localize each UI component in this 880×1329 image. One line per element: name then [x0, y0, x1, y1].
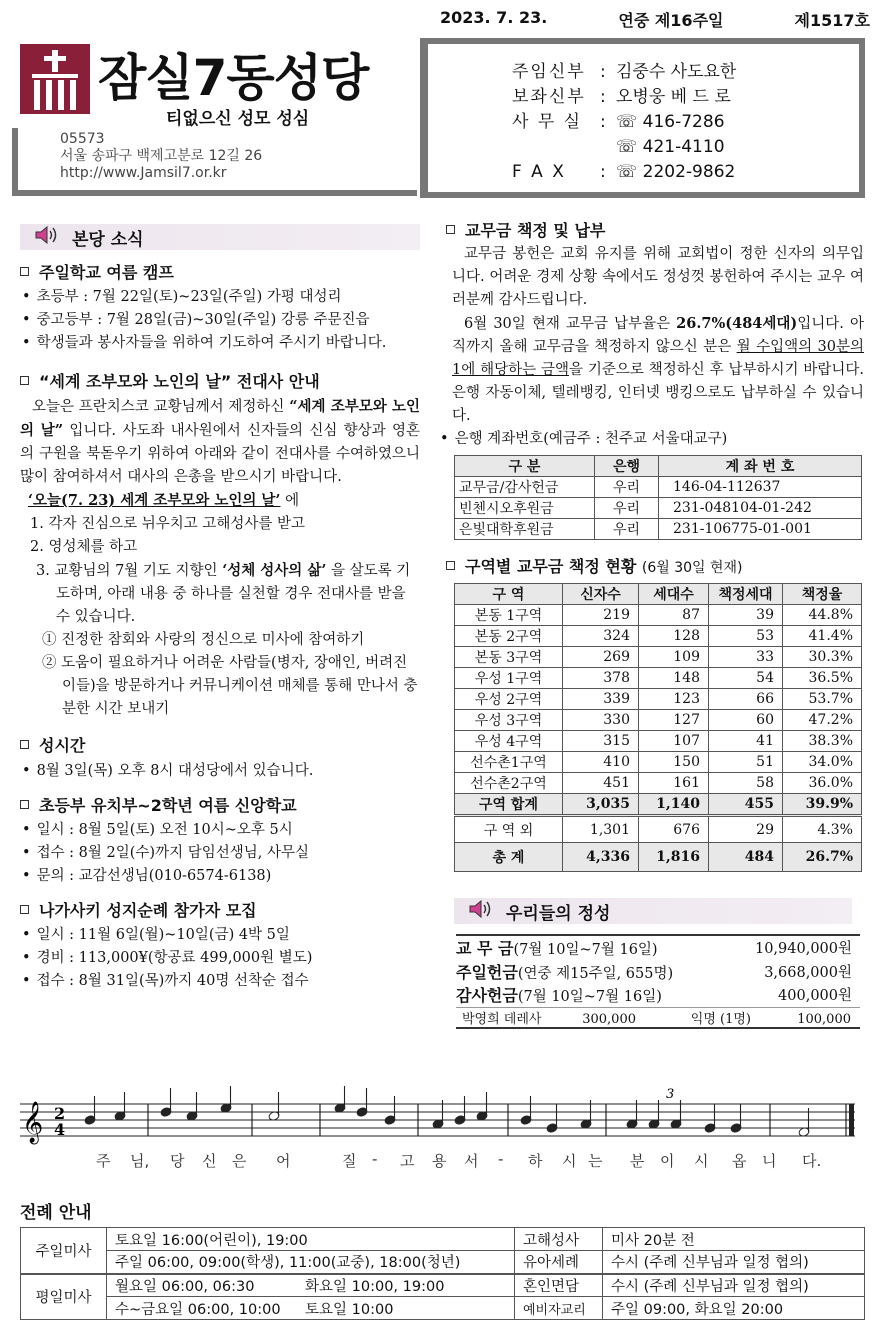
parish-address — [60, 131, 262, 182]
staff-row — [512, 60, 736, 85]
dues-text-2: 6월 30일 현재 교무금 납부율은 26.7%(484세대)입니다. 아직까지 올해 교무금을 책정하지 않으신 분은 월 수입액의 30분의 1에 해당하는 금액을 기준으로 책정하신 후 납부하시기 바랍니다. 은행 자동이체, 텔레뱅킹, 인터넷 뱅킹으로도 납부하실 수 있습니다. — [452, 315, 864, 424]
option-item: ① 진정한 참회와 사랑의 정신으로 미사에 참여하기 — [42, 632, 365, 648]
step-item: 1. 각자 진심으로 뉘우치고 고해성사를 받고 — [30, 516, 305, 532]
list-item: • 일시 : 11월 6일(월)~10일(금) 4박 5일 — [20, 924, 420, 947]
option-item: ② 도움이 필요하거나 어려운 사람들(병자, 장애인, 버려진 이들)을 방문하거나 커뮤니케이션 매체를 통해 만나서 충분한 시간 보내기 — [42, 655, 418, 717]
table-row: 교 무 금(7월 10일~7월 16일) 10,940,000원 — [456, 939, 852, 958]
list-item: • 경비 : 113,000¥(항공료 499,000원 별도) — [20, 947, 420, 970]
table-row — [455, 689, 862, 710]
table-cell: 41.4% — [783, 626, 862, 647]
table-cell: 41 — [709, 731, 783, 752]
liturgy-title: 전례 안내 — [20, 1203, 92, 1223]
table-cell: 우성 4구역 — [455, 731, 563, 752]
music-score — [20, 1086, 860, 1176]
table-cell: 선수촌2구역 — [455, 773, 563, 794]
table-cell: 본동 3구역 — [455, 647, 563, 668]
issue-number: 제1517호 — [794, 11, 870, 30]
camp-section — [20, 260, 420, 355]
liturgical-week: 연중 제16주일 — [618, 11, 724, 30]
table-cell: 315 — [563, 731, 639, 752]
table-cell: 33 — [709, 647, 783, 668]
column-header: 책정세대 — [709, 584, 783, 605]
table-cell: 34.0% — [783, 752, 862, 773]
table-row: 감사헌금(7월 10일~7월 16일) 400,000원 — [456, 986, 852, 1006]
column-header: 구 역 — [455, 584, 563, 605]
staff-sep: : — [600, 162, 606, 182]
table-cell: 123 — [639, 689, 709, 710]
lyric-syllable: 는 — [588, 1152, 603, 1170]
table-row: 수~금요일 06:00, 10:00 토요일 10:00 예비자교리 주일 09:00, 화요일 20:00 — [21, 1297, 865, 1320]
table-cell: 30.3% — [783, 647, 862, 668]
table-cell: 47.2% — [783, 710, 862, 731]
lyric-syllable: 당 — [170, 1152, 185, 1170]
table-cell: 53.7% — [783, 689, 862, 710]
column-header: 책정율 — [783, 584, 862, 605]
liturgy-section — [20, 1198, 865, 1320]
staff-sep: : — [600, 112, 606, 132]
table-header-row — [455, 584, 862, 605]
speaker-icon — [20, 225, 72, 250]
table-cell: 38.3% — [783, 731, 862, 752]
website-link[interactable]: http://www.Jamsil7.or.kr — [60, 165, 227, 181]
list-item: • 초등부 : 7월 22일(토)~23일(주일) 가평 대성리 — [20, 286, 420, 309]
staff-sep: : — [600, 87, 606, 107]
table-cell: 161 — [639, 773, 709, 794]
offering-section-title: 우리들의 정성 — [506, 903, 611, 924]
issue-date: 2023. 7. 23. — [440, 8, 548, 27]
staff-value: ☏ 421-4110 — [616, 137, 725, 157]
staff-sep: : — [600, 62, 606, 82]
list-item: • 접수 : 8월 31일(목)까지 40명 선착순 접수 — [20, 970, 420, 993]
total-row: 총 계 4,336 1,816 484 26.7% — [455, 843, 862, 872]
table-row: 교무금/감사헌금 우리 146-04-112637 — [455, 477, 862, 498]
table-cell: 150 — [639, 752, 709, 773]
table-row — [455, 752, 862, 773]
lyric-syllable: 어 — [276, 1152, 291, 1170]
lyric-syllable: 질 — [342, 1152, 357, 1170]
table-cell: 본동 2구역 — [455, 626, 563, 647]
table-cell: 378 — [563, 668, 639, 689]
staff-row — [512, 160, 736, 185]
column-header: 세대수 — [639, 584, 709, 605]
faith-school-heading: 초등부 유치부~2학년 여름 신앙학교 — [20, 793, 420, 816]
subtotal-row: 구역 합계 3,035 1,140 455 39.9% — [455, 794, 862, 816]
lyric-syllable: 은 — [232, 1152, 247, 1170]
staff-value: 김중수 사도요한 — [616, 62, 737, 82]
table-cell: 51 — [709, 752, 783, 773]
faith-school-section — [20, 793, 420, 888]
table-cell: 58 — [709, 773, 783, 794]
table-cell: 269 — [563, 647, 639, 668]
dues-text-1: 교무금 봉헌은 교회 유지를 위해 교회법이 정한 신자의 의무입니다. 어려운 경제 상황 속에서도 정성껏 봉헌하여 주시는 교우 여러분께 감사드립니다. — [452, 246, 864, 308]
table-cell: 324 — [563, 626, 639, 647]
church-logo-icon — [20, 44, 90, 114]
lyric-syllable: 이 — [660, 1152, 675, 1170]
table-row — [455, 710, 862, 731]
speaker-icon — [454, 899, 506, 924]
music-staff — [20, 1086, 860, 1146]
table-cell: 우성 1구역 — [455, 668, 563, 689]
table-cell: 127 — [639, 710, 709, 731]
table-row: 주일헌금(연중 제15주일, 655명) 3,668,000원 — [456, 962, 852, 982]
table-cell: 54 — [709, 668, 783, 689]
table-row — [455, 605, 862, 626]
table-cell: 44.8% — [783, 605, 862, 626]
svg-text:3: 3 — [666, 1087, 675, 1102]
staff-list — [512, 60, 736, 185]
lyric-syllable: 주 — [96, 1152, 111, 1170]
holy-hour-section — [20, 733, 420, 783]
postal-code: 05573 — [60, 131, 105, 147]
lyric-syllable: 신 — [202, 1152, 217, 1170]
list-item: • 학생들과 봉사자들을 위하여 기도하여 주시기 바랍니다. — [20, 332, 420, 355]
table-row — [455, 773, 862, 794]
table-cell: 219 — [563, 605, 639, 626]
staff-row — [512, 110, 736, 135]
table-cell: 53 — [709, 626, 783, 647]
grand-indulgence-heading: “세계 조부모와 노인의 날” 전대사 안내 — [20, 369, 420, 392]
issue-line — [440, 8, 870, 32]
table-cell: 330 — [563, 710, 639, 731]
table-cell: 66 — [709, 689, 783, 710]
right-column — [446, 218, 864, 1029]
table-cell: 60 — [709, 710, 783, 731]
column-header: 은행 — [595, 456, 659, 477]
bank-note: • 은행 계좌번호(예금주 : 천주교 서울대교구) — [446, 428, 864, 451]
lyric-syllable: 분 — [630, 1152, 645, 1170]
list-item: • 중고등부 : 7월 28일(금)~30일(주일) 강릉 주문진읍 — [20, 309, 420, 332]
column-header: 계 좌 번 호 — [659, 456, 862, 477]
column-header: 신자수 — [563, 584, 639, 605]
lyric-syllable: 옵 — [732, 1152, 747, 1170]
table-row — [455, 731, 862, 752]
offering-table — [456, 934, 860, 1029]
table-row: 주일 06:00, 09:00(학생), 11:00(교중), 18:00(청년) 유아세례 수시 (주례 신부님과 일정 협의) — [21, 1251, 865, 1274]
news-section-title: 본당 소식 — [72, 229, 144, 250]
table-cell: 451 — [563, 773, 639, 794]
lyric-syllable: - — [372, 1150, 378, 1168]
svg-text:𝄞: 𝄞 — [22, 1102, 44, 1143]
staff-key: F A X — [512, 162, 566, 182]
offering-section-bar — [454, 898, 852, 924]
table-cell: 128 — [639, 626, 709, 647]
pilgrimage-heading: 나가사키 성지순례 참가자 모집 — [20, 898, 420, 921]
table-row — [455, 626, 862, 647]
table-cell: 107 — [639, 731, 709, 752]
list-item: • 일시 : 8월 5일(토) 오전 10시~오후 5시 — [20, 819, 420, 842]
dues-heading: 교무금 책정 및 납부 — [446, 218, 864, 241]
lyric-syllable: 서 — [464, 1152, 479, 1170]
list-item: • 문의 : 교감선생님(010-6574-6138) — [20, 865, 420, 888]
bank-account-table — [454, 455, 862, 540]
table-row: 은빛대학후원금 우리 231-106775-01-001 — [455, 519, 862, 540]
table-row: 평일미사 월요일 06:00, 06:30 화요일 10:00, 19:00 혼인면담 수시 (주례 신부님과 일정 협의) — [21, 1274, 865, 1297]
staff-key: 주임신부 — [512, 62, 586, 82]
staff-row — [512, 135, 736, 160]
lyric-syllable: 용 — [432, 1152, 447, 1170]
table-row — [455, 668, 862, 689]
parish-subtitle: 티없으신 성모 성심 — [166, 109, 310, 129]
news-section-bar — [20, 224, 420, 250]
staff-sep — [600, 135, 616, 160]
step-item: 2. 영성체를 하고 — [30, 539, 138, 555]
table-cell: 본동 1구역 — [455, 605, 563, 626]
staff-key: 보좌신부 — [512, 87, 586, 107]
table-cell: 선수촌1구역 — [455, 752, 563, 773]
left-column — [20, 224, 420, 993]
grand-indulgence-subheading: ‘오늘(7. 23) 세계 조부모와 노인의 날’ 에 — [28, 492, 300, 509]
pilgrimage-section — [20, 898, 420, 993]
lyric-syllable: 다. — [802, 1152, 822, 1170]
table-row — [455, 647, 862, 668]
table-row: 주일미사 토요일 16:00(어린이), 19:00 고해성사 미사 20분 전 — [21, 1228, 865, 1251]
svg-text:4: 4 — [54, 1120, 66, 1139]
lyric-syllable: 님, — [130, 1152, 150, 1170]
liturgy-table — [20, 1227, 865, 1320]
list-item: • 접수 : 8월 2일(수)까지 담임선생님, 사무실 — [20, 842, 420, 865]
table-header-row — [455, 456, 862, 477]
staff-value: 오병웅 베 드 로 — [616, 87, 731, 107]
grand-indulgence-text: 오늘은 프란치스코 교황님께서 제정하신 “세계 조부모와 노인의 날” 입니다. 사도좌 내사원에서 신자들의 신심 향상과 영혼의 구원을 북돋우기 위하여 아래와 같이 전대사를 수여하였으니 많이 참여하셔서 대사의 은총을 받으시기 바랍니다. — [20, 398, 421, 485]
outside-row: 구 역 외 1,301 676 29 4.3% — [455, 816, 862, 843]
lyric-syllable: 시 — [694, 1152, 709, 1170]
lyric-syllable: 하 — [528, 1152, 543, 1170]
staff-key — [512, 135, 600, 160]
table-cell: 36.5% — [783, 668, 862, 689]
table-cell: 36.0% — [783, 773, 862, 794]
staff-row — [512, 85, 736, 110]
district-table — [454, 583, 862, 872]
column-header: 구 분 — [455, 456, 595, 477]
staff-key: 사 무 실 — [512, 112, 583, 132]
donor-row: 박영희 데레사 300,000 익명 (1명) 100,000 — [456, 1007, 860, 1028]
street-address: 서울 송파구 백제고분로 12길 26 — [60, 148, 263, 164]
step-item: 3. 교황님의 7월 기도 지향인 ‘성체 성사의 삶’ 을 살도록 기도하며, 아래 내용 중 하나를 실천할 경우 전대사를 받을 수 있습니다. — [36, 562, 411, 625]
table-cell: 148 — [639, 668, 709, 689]
lyric-syllable: 고 — [400, 1152, 415, 1170]
camp-heading: 주일학교 여름 캠프 — [20, 260, 420, 283]
table-cell: 410 — [563, 752, 639, 773]
table-cell: 87 — [639, 605, 709, 626]
table-cell: 우성 2구역 — [455, 689, 563, 710]
lyric-syllable: - — [498, 1150, 504, 1168]
table-cell: 109 — [639, 647, 709, 668]
lyrics-line — [20, 1150, 860, 1176]
holy-hour-heading: 성시간 — [20, 733, 420, 756]
grand-indulgence-section — [20, 369, 420, 721]
lyric-syllable: 니 — [762, 1152, 777, 1170]
parish-title: 잠실7동성당 — [98, 49, 369, 107]
table-cell: 우성 3구역 — [455, 710, 563, 731]
svg-text:2: 2 — [54, 1104, 66, 1123]
list-item: • 8월 3일(목) 오후 8시 대성당에서 있습니다. — [20, 760, 420, 783]
district-heading: 구역별 교무금 책정 현황 (6월 30일 현재) — [446, 554, 864, 577]
table-cell: 39 — [709, 605, 783, 626]
table-row: 빈첸시오후원금 우리 231-048104-01-242 — [455, 498, 862, 519]
lyric-syllable: 시 — [562, 1152, 577, 1170]
staff-value: ☏ 416-7286 — [616, 112, 725, 132]
staff-value: ☏ 2202-9862 — [616, 162, 736, 182]
table-cell: 339 — [563, 689, 639, 710]
